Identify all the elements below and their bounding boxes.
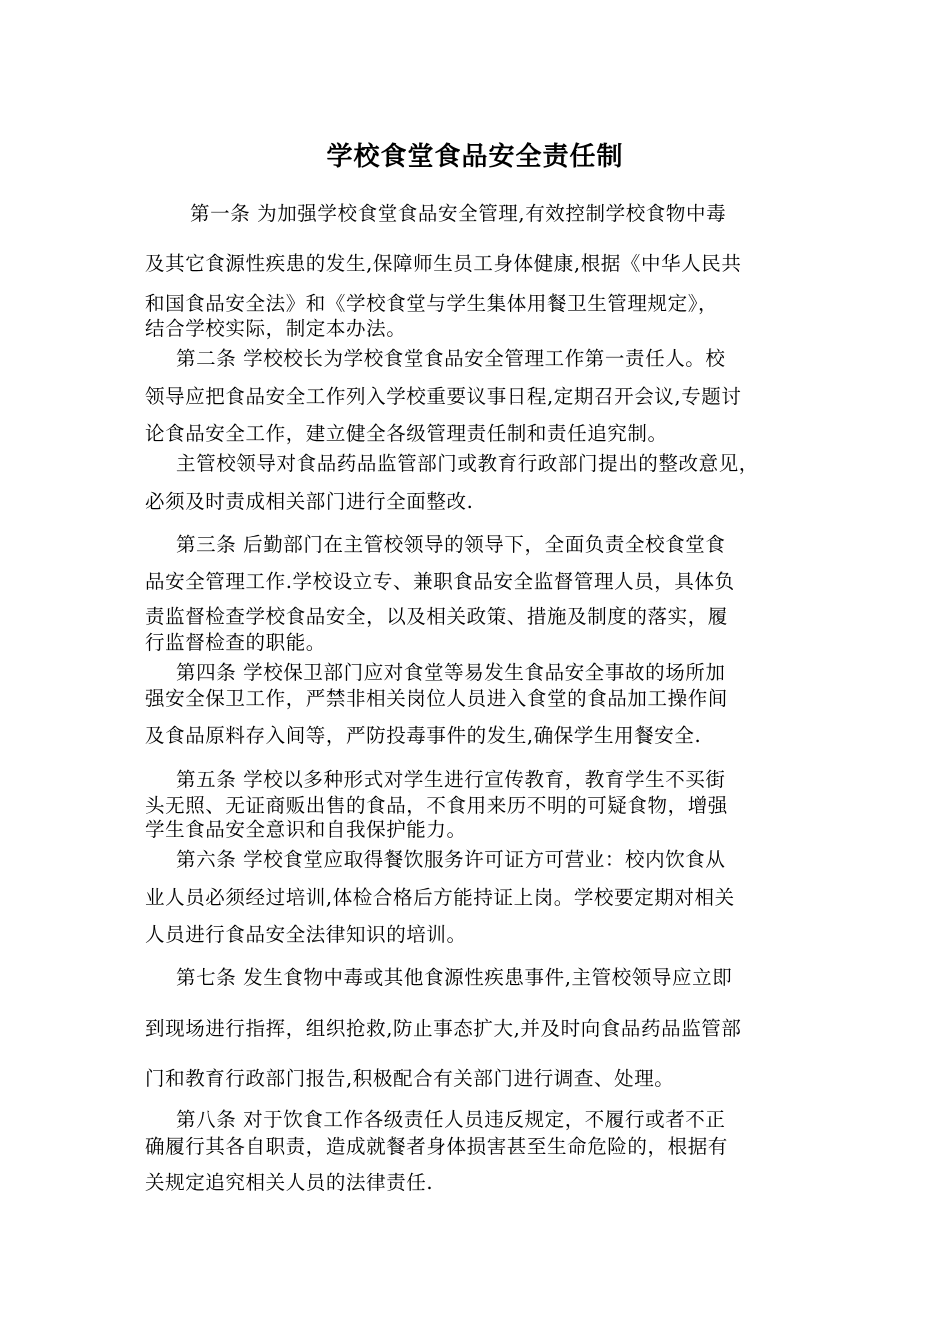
text-line: 第二条 学校校长为学校食堂食品安全管理工作第一责任人。校 [176, 347, 726, 370]
text-line: 门和教育行政部门报告,积极配合有关部门进行调查、处理。 [145, 1067, 675, 1090]
document-title: 学校食堂食品安全责任制 [326, 142, 624, 172]
text-line: 头无照、无证商贩出售的食品，不食用来历不明的可疑食物，增强 [145, 794, 728, 817]
text-line: 和国食品安全法》和《学校食堂与学生集体用餐卫生管理规定》， [145, 292, 719, 315]
text-line: 行监督检查的职能。 [145, 631, 326, 654]
text-line: 业人员必须经过培训,体检合格后方能持证上岗。学校要定期对相关 [145, 886, 735, 909]
text-line: 人员进行食品安全法律知识的培训。 [145, 923, 467, 946]
text-line: 及其它食源性疾患的发生,保障师生员工身体健康,根据《中华人民共 [145, 252, 742, 275]
text-line: 学生食品安全意识和自我保护能力。 [145, 818, 467, 841]
text-line: 第四条 学校保卫部门应对食堂等易发生食品安全事故的场所加 [176, 661, 726, 684]
text-line: 第六条 学校食堂应取得餐饮服务许可证方可营业：校内饮食从 [176, 848, 726, 871]
text-line: 确履行其各自职责，造成就餐者身体损害甚至生命危险的，根据有 [145, 1135, 728, 1158]
text-line: 主管校领导对食品药品监管部门或教育行政部门提出的整改意见， [176, 452, 759, 475]
text-line: 第三条 后勤部门在主管校领导的领导下，全面负责全校食堂食 [176, 533, 726, 556]
text-line: 第一条 为加强学校食堂食品安全管理,有效控制学校食物中毒 [190, 202, 727, 225]
text-line: 到现场进行指挥，组织抢救,防止事态扩大,并及时向食品药品监管部 [145, 1017, 742, 1040]
text-line: 责监督检查学校食品安全，以及相关政策、措施及制度的落实，履 [145, 605, 728, 628]
text-line: 结合学校实际，制定本办法。 [145, 317, 407, 340]
text-line: 第七条 发生食物中毒或其他食源性疾患事件,主管校领导应立即 [176, 966, 733, 989]
text-line: 强安全保卫工作，严禁非相关岗位人员进入食堂的食品加工操作间 [145, 687, 728, 710]
text-line: 关规定追究相关人员的法律责任. [145, 1171, 434, 1194]
text-line: 必须及时责成相关部门进行全面整改. [145, 490, 474, 513]
text-line: 论食品安全工作，建立健全各级管理责任制和责任追究制。 [145, 422, 668, 445]
text-line: 第八条 对于饮食工作各级责任人员违反规定，不履行或者不正 [176, 1108, 726, 1131]
text-line: 第五条 学校以多种形式对学生进行宣传教育，教育学生不买街 [176, 768, 726, 791]
text-line: 品安全管理工作.学校设立专、兼职食品安全监督管理人员，具体负 [145, 570, 735, 593]
text-line: 及食品原料存入间等，严防投毒事件的发生,确保学生用餐安全. [145, 724, 702, 747]
text-line: 领导应把食品安全工作列入学校重要议事日程,定期召开会议,专题讨 [145, 385, 742, 408]
